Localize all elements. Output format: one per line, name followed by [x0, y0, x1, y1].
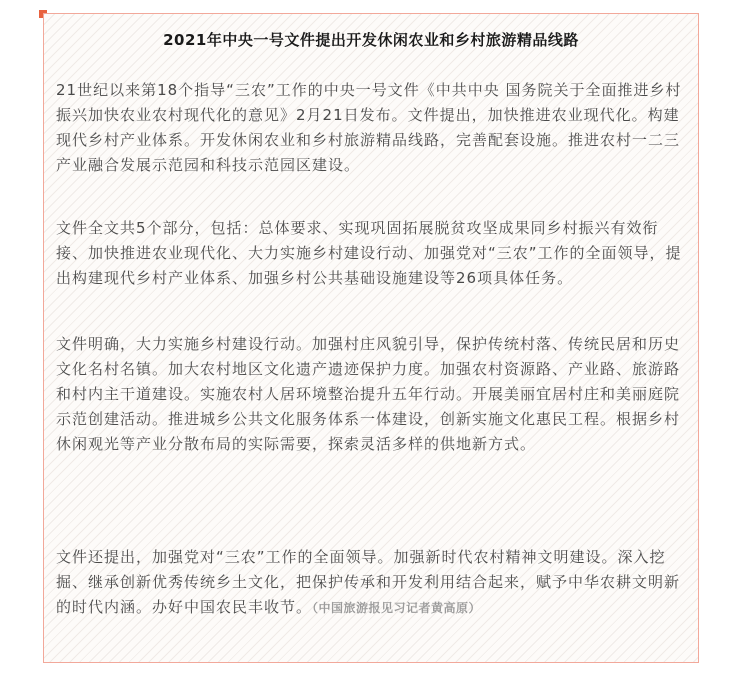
article-paragraph-4-text: 文件还提出，加强党对“三农”工作的全面领导。加强新时代农村精神文明建设。深入挖掘、继承创新优秀传统乡土文化，把保护传承和开发利用结合起来，赋予中华农耕文明新的时代内涵。办好中国农民丰收节。 — [56, 548, 681, 616]
article-paragraph-3: 文件明确，大力实施乡村建设行动。加强村庄风貌引导，保护传统村落、传统民居和历史文化名村名镇。加大农村地区文化遗产遗迹保护力度。加强农村资源路、产业路、旅游路和村内主干道建设。实施农村人居环境整治提升五年行动。开展美丽宜居村庄和美丽庭院示范创建活动。推进城乡公共文化服务体系一体建设，创新实施文化惠民工程。根据乡村休闲观光等产业分散布局的实际需要，探索灵活多样的供地新方式。 — [56, 335, 681, 453]
article-title: 2021年中央一号文件提出开发休闲农业和乡村旅游精品线路 — [163, 31, 579, 49]
article-credit: （中国旅游报见习记者黄高原） — [312, 601, 482, 615]
article-paragraph-2: 文件全文共5个部分，包括：总体要求、实现巩固拓展脱贫攻坚成果同乡村振兴有效衔接、加快推进农业现代化、大力实施乡村建设行动、加强党对“三农”工作的全面领导，提出构建现代乡村产业体系、加强乡村公共基础设施建设等26项具体任务。 — [56, 219, 682, 287]
article-paragraph-4 — [56, 545, 690, 621]
article-paragraph-1: 21世纪以来第18个指导“三农”工作的中央一号文件《中共中央 国务院关于全面推进乡村振兴加快农业农村现代化的意见》2月21日发布。文件提出，加快推进农业现代化。构建现代乡村产业体系。开发休闲农业和乡村旅游精品线路，完善配套设施。推进农村一二三产业融合发展示范园和科技示范园区建设。 — [56, 81, 682, 174]
article-card — [43, 13, 699, 663]
